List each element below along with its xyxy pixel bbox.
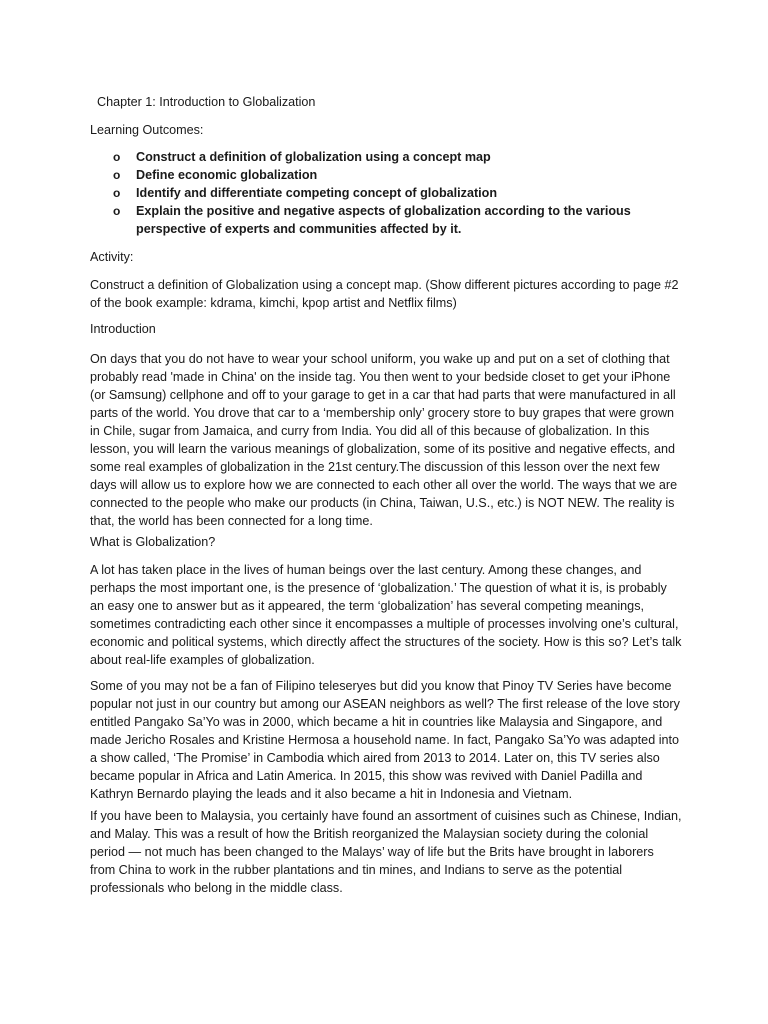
body-paragraph: A lot has taken place in the lives of human beings over the last century. Among these changes, and perhaps the most important one, is the presence of ‘globalization.’ The question of what it is, is probably an easy one to answer but as it appeared, the term ‘globalization’ has several competing meanings, sometimes contradicting each other since it encompasses a multiple of processes involving one’s cultural, economic and political systems, which directly affect the structures of the society. How is this so? Let’s talk about real-life examples of globalization.: [90, 563, 682, 667]
list-item: [113, 184, 686, 202]
list-item: [113, 202, 686, 238]
activity-heading: Activity:: [90, 250, 134, 264]
bullet-marker: o: [113, 150, 121, 164]
list-item: [113, 166, 686, 184]
learning-outcomes-list: [113, 148, 686, 238]
learning-outcome-text: Define economic globalization: [136, 168, 318, 182]
body-paragraph: If you have been to Malaysia, you certainly have found an assortment of cuisines such as Chinese, Indian, and Malay. This was a result of how the British reorganized the Malaysian society during the colonial period — not much has been changed to the Malays’ way of life but the Brits have brought in laborers from China to work in the rubber plantations and tin mines, and Indians to serve as the potential professionals who belong in the middle class.: [90, 809, 682, 895]
learning-outcome-text: Explain the positive and negative aspects of globalization according to the various perspective of experts and communities affected by it.: [136, 204, 631, 236]
what-is-globalization-heading: What is Globalization?: [90, 535, 216, 549]
body-paragraph: Some of you may not be a fan of Filipino teleseryes but did you know that Pinoy TV Series have become popular not just in our country but among our ASEAN neighbors as well? The first release of the love story entitled Pangako Sa’Yo was in 2000, which became a hit in countries like Malaysia and Singapore, and made Jericho Rosales and Kristine Hermosa a household name. In fact, Pangako Sa’Yo was adapted into a show called, ‘The Promise’ in Cambodia which aired from 2013 to 2014. Later on, this TV series also became popular in Africa and Latin America. In 2015, this show was revived with Daniel Padilla and Kathryn Bernardo playing the leads and it also became a hit in Indonesia and Vietnam.: [90, 679, 680, 801]
learning-outcome-text: Identify and differentiate competing concept of globalization: [136, 186, 498, 200]
chapter-title: Chapter 1: Introduction to Globalization: [97, 95, 316, 109]
activity-paragraph: Construct a definition of Globalization using a concept map. (Show different pictures according to page #2 of the book example: kdrama, kimchi, kpop artist and Netflix films): [90, 278, 679, 310]
bullet-marker: o: [113, 168, 121, 182]
learning-outcome-text: Construct a definition of globalization using a concept map: [136, 150, 491, 164]
bullet-marker: o: [113, 186, 121, 200]
list-item: [113, 148, 686, 166]
learning-outcomes-heading: Learning Outcomes:: [90, 123, 204, 137]
bullet-marker: o: [113, 204, 121, 218]
introduction-paragraph: On days that you do not have to wear your school uniform, you wake up and put on a set of clothing that probably read 'made in China' on the inside tag. You then went to your bedside closet to get your iPhone (or Samsung) cellphone and off to your garage to get in a car that had parts that were manufactured in all parts of the world. You drove that car to a ‘membership only’ grocery store to buy grapes that were grown in Chile, sugar from Jamaica, and curry from India. You did all of this because of globalization. In this lesson, you will learn the various meanings of globalization, some of its positive and negative effects, and some real examples of globalization in the 21st century.The discussion of this lesson over the next few days will allow us to explore how we are connected to each other all over the world. The ways that we are connected to the people who make our products (in China, Taiwan, U.S., etc.) is NOT NEW. The reality is that, the world has been connected for a long time.: [90, 352, 678, 528]
introduction-heading: Introduction: [90, 322, 156, 336]
